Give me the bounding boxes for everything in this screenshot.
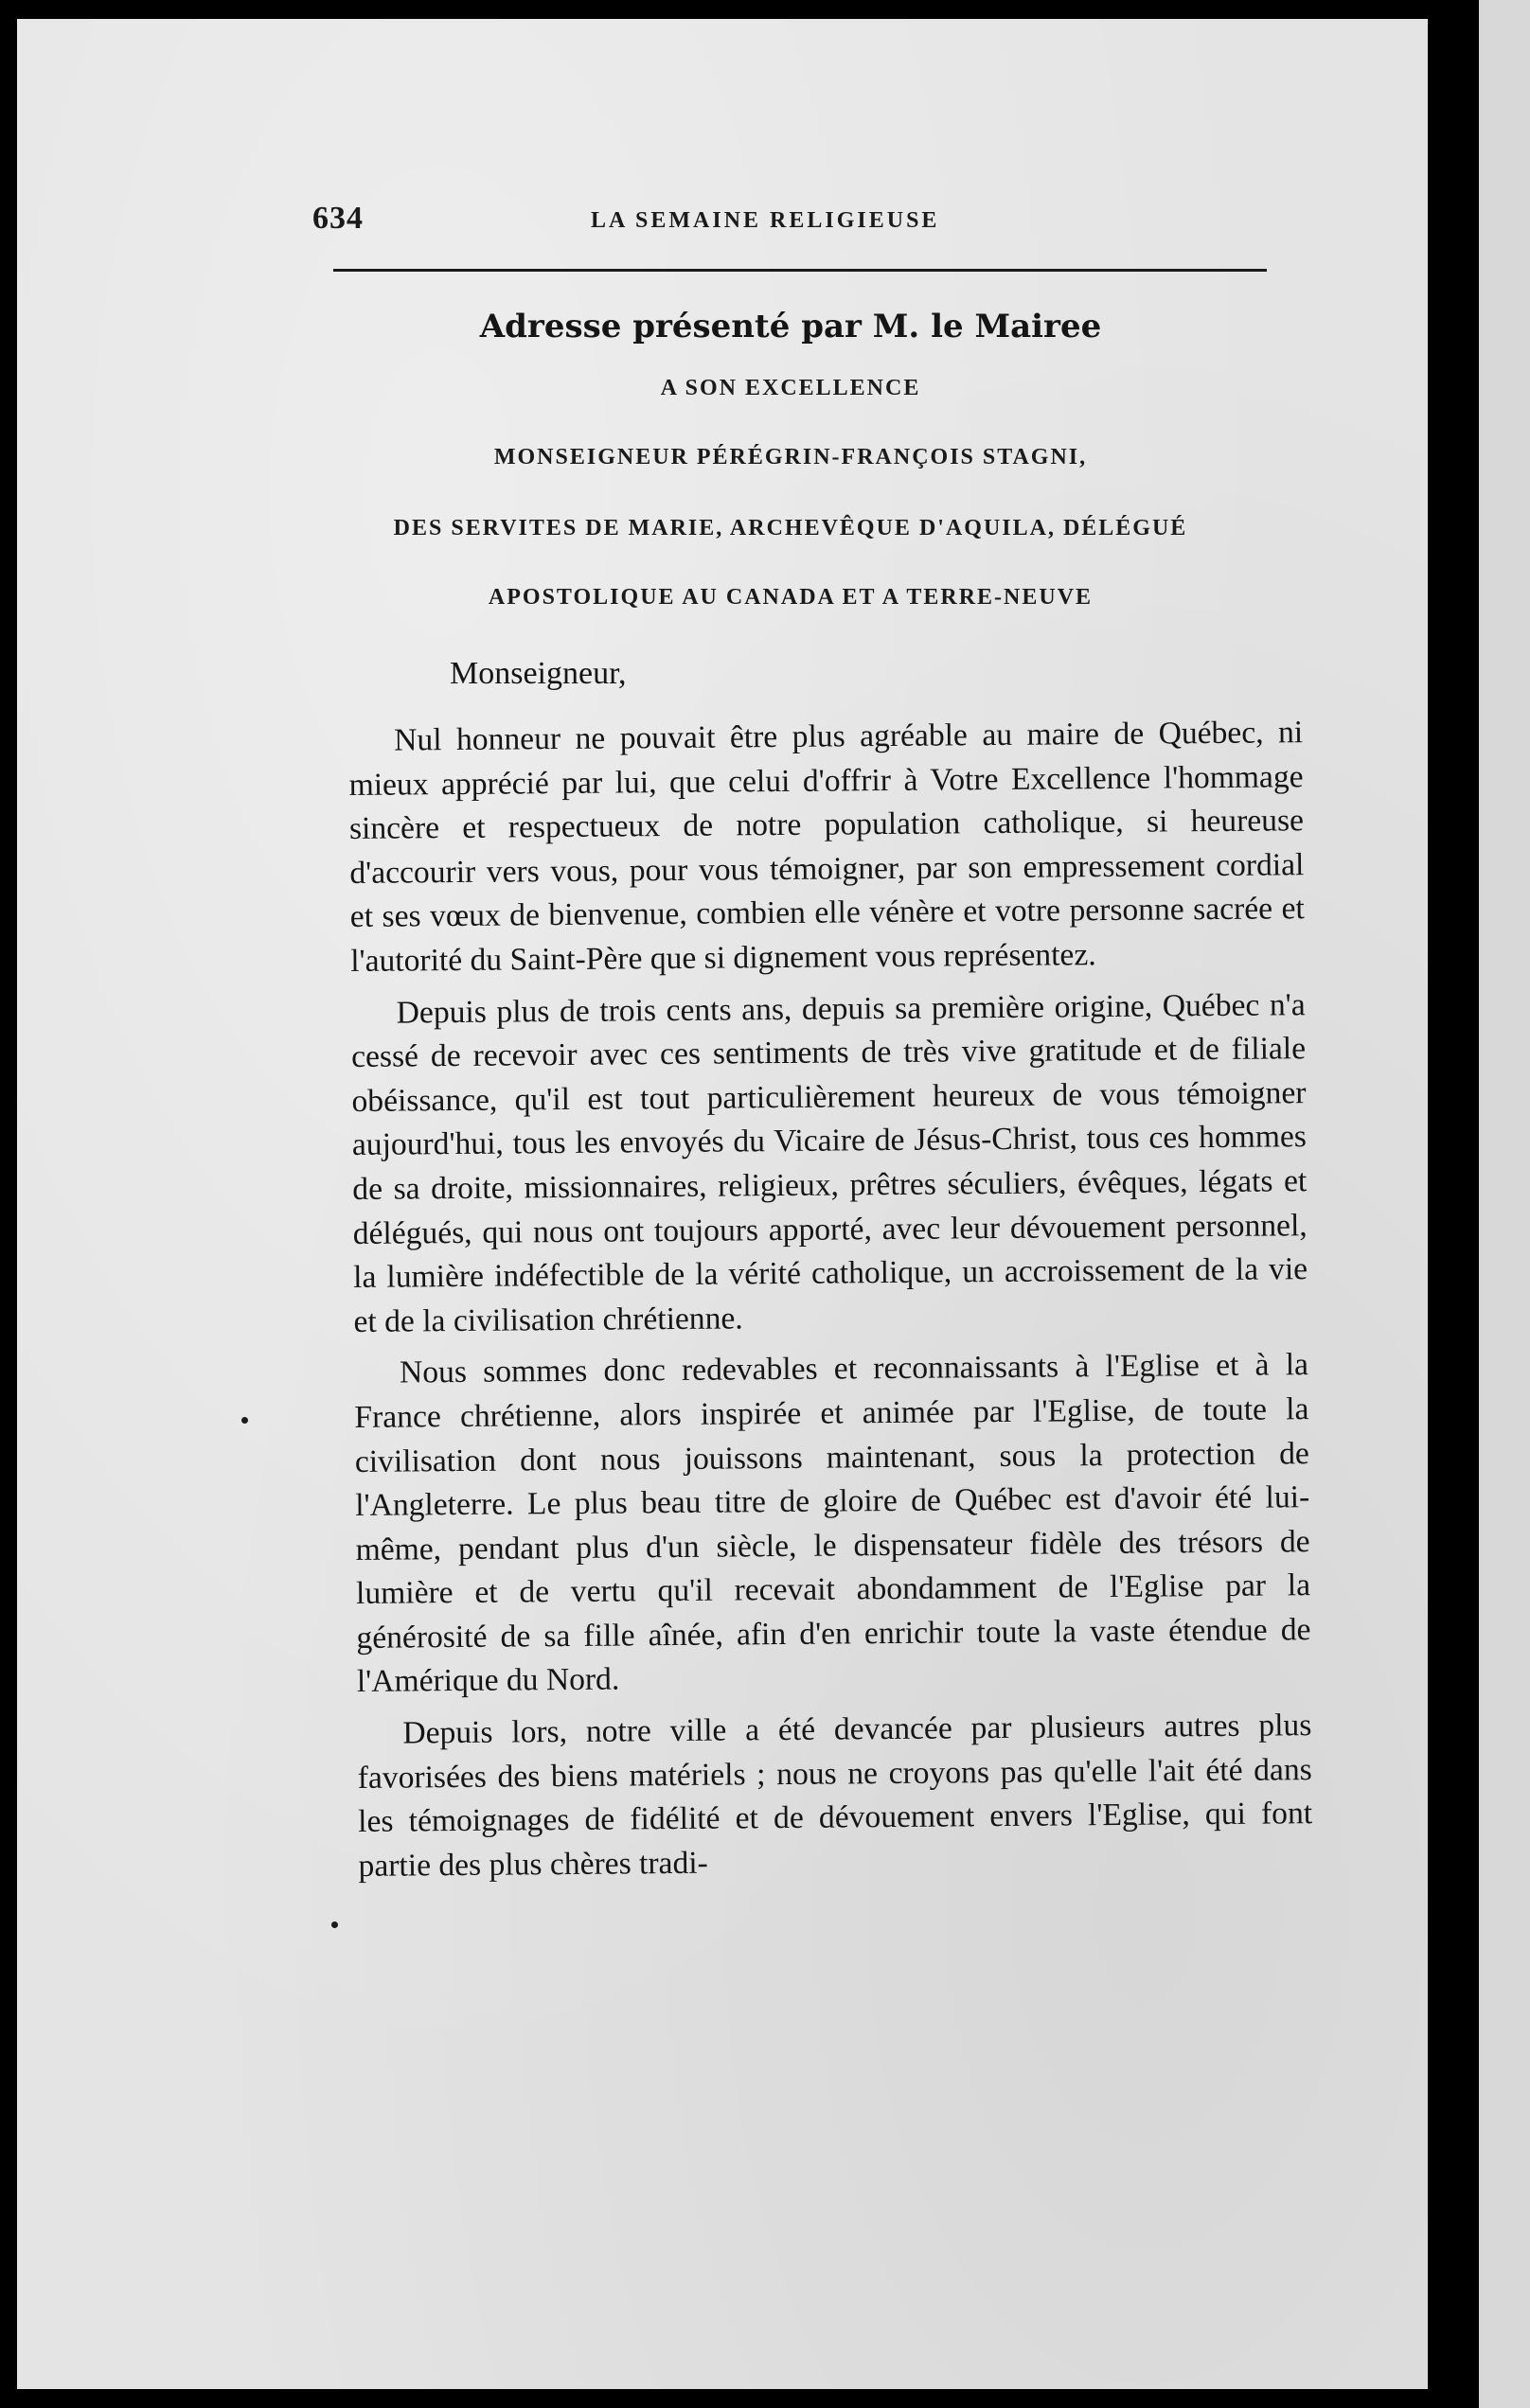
address-line-3: DES SERVITES DE MARIE, ARCHEVÊQUE D'AQUILA, DÉLÉGUÉ (393, 516, 1188, 540)
adjacent-page-edge (1460, 0, 1530, 2408)
address-line-4: APOSTOLIQUE AU CANADA ET A TERRE-NEUVE (488, 585, 1094, 610)
salutation: Monseigneur, (450, 656, 627, 691)
paragraph-2: Depuis plus de trois cents ans, depuis sa première origine, Québec n'a cessé de recevoir avec ces sentiments de très vive gratitude et de filiale obéissance, qu'il est tout particulièrement heureux de vous témoigner aujourd'hui, tous les envoyés du Vicaire de Jésus-Christ, tous ces hommes de sa droite, missionnaires, religieux, prêtres séculiers, évêques, légats et délégués, qui nous ont toujours apporté, avec leur dévouement personnel, la lumière indéfectible de la vérité catholique, un accroissement de la vie et de la civilisation chrétienne. (350, 986, 1308, 1339)
page-header (312, 201, 1269, 250)
address-title: Adresse présenté par M. le Mairee (479, 308, 1102, 345)
margin-speck (241, 1417, 248, 1424)
paragraph-4: Depuis lors, notre ville a été devancée par plusieurs autres plus favorisées des biens matériels ; nous ne croyons pas qu'elle l'ait été dans les témoignages de fidélité et de dévouement envers l'Eglise, qui font partie des plus chères tradi- (357, 1708, 1313, 1884)
margin-speck (331, 1921, 338, 1928)
paragraph-3: Nous sommes donc redevables et reconnaissants à l'Eglise et à la France chrétienne, alors inspirée et animée par l'Eglise, de toute la civilisation dont nous jouissons maintenant, sous la protection de l'Angleterre. Le plus beau titre de gloire de Québec est d'avoir été lui-même, pendant plus d'un siècle, le dispensateur fidèle des trésors de lumière et de vertu qu'il recevait abondamment de l'Eglise par la générosité de sa fille aînée, afin d'en enrichir toute la vaste étendue de l'Amérique du Nord. (354, 1347, 1311, 1700)
header-rule (333, 269, 1267, 272)
address-line-2: MONSEIGNEUR PÉRÉGRIN-FRANÇOIS STAGNI, (493, 445, 1088, 469)
running-head: LA SEMAINE RELIGIEUSE (591, 208, 940, 233)
page-number: 634 (312, 201, 364, 236)
address-line-1: A SON EXCELLENCE (660, 376, 921, 400)
body-text (348, 711, 1313, 1888)
paragraph-1: Nul honneur ne pouvait être plus agréable au maire de Québec, ni mieux apprécié par lui, que celui d'offrir à Votre Excellence l'hommage sincère et respectueux de notre population catholique, si heureuse d'accourir vers vous, pour vous témoigner, par son empressement cordial et ses vœux de bienvenue, combien elle vénère et votre personne sacrée et l'autorité du Saint-Père que si dignement vous représentez. (348, 715, 1305, 979)
